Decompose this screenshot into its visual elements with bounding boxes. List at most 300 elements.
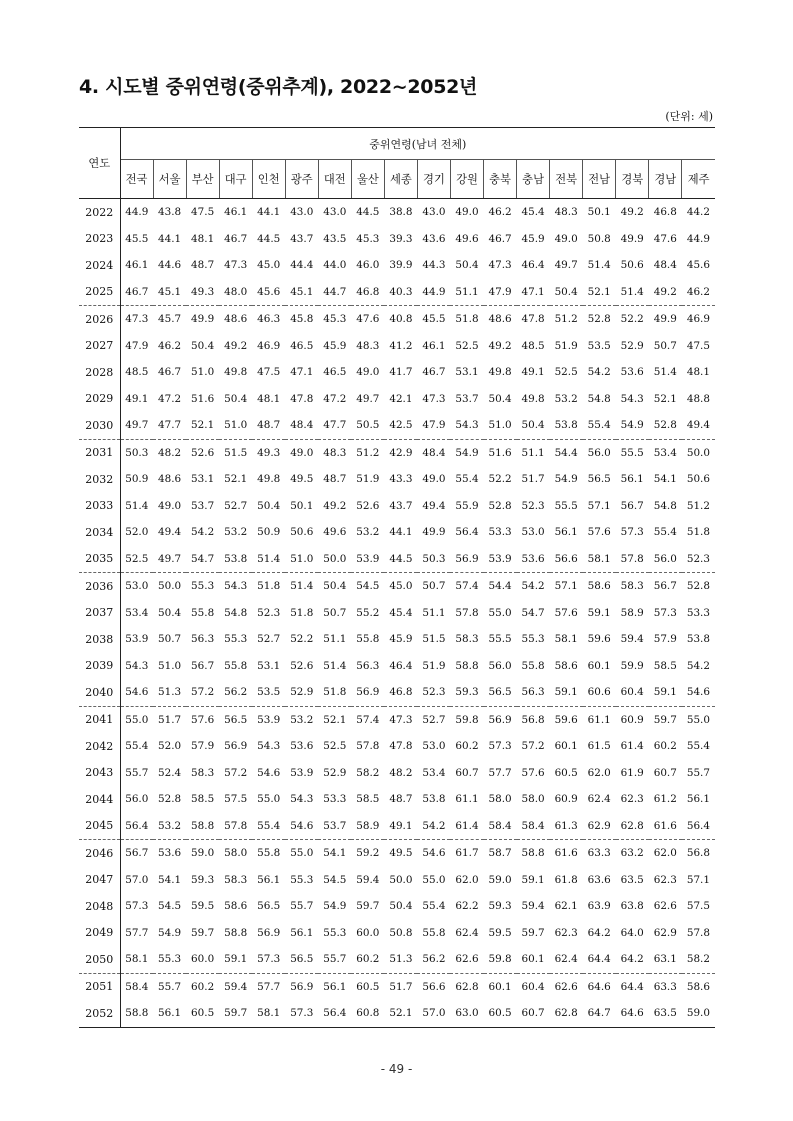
value-cell: 51.7	[158, 713, 182, 726]
value-cell: 53.2	[356, 526, 380, 539]
table-row	[79, 306, 715, 333]
value-cell: 56.7	[125, 847, 149, 860]
value-cell: 53.8	[219, 546, 252, 573]
value-cell: 62.1	[554, 900, 578, 913]
value-cell: 55.4	[252, 813, 285, 840]
value-cell: 60.1	[587, 659, 611, 672]
value-cell: 44.9	[686, 232, 710, 245]
value-cell: 56.6	[550, 546, 583, 573]
value-cell: 49.4	[682, 412, 715, 439]
value-cell: 58.8	[186, 813, 219, 840]
value-cell: 61.3	[550, 813, 583, 840]
value-cell: 52.9	[285, 679, 318, 706]
value-cell: 59.0	[191, 847, 215, 860]
value-cell: 64.0	[620, 926, 644, 939]
value-cell: 56.3	[517, 679, 550, 706]
value-cell: 45.0	[389, 580, 413, 593]
value-cell: 55.4	[653, 526, 677, 539]
value-cell: 53.2	[290, 713, 314, 726]
value-cell: 60.2	[351, 946, 384, 973]
table-row	[79, 920, 715, 947]
value-cell: 57.1	[686, 873, 710, 886]
value-cell: 57.3	[488, 740, 512, 753]
value-cell: 44.2	[686, 206, 710, 219]
value-cell: 44.9	[125, 206, 149, 219]
value-cell: 55.8	[422, 926, 446, 939]
value-cell: 45.5	[422, 313, 446, 326]
value-cell: 45.6	[252, 279, 285, 306]
value-cell: 58.1	[583, 546, 616, 573]
table-row	[79, 333, 715, 360]
value-cell: 48.4	[285, 412, 318, 439]
value-cell: 46.1	[224, 206, 248, 219]
value-cell: 54.2	[191, 526, 215, 539]
value-cell: 47.7	[318, 412, 351, 439]
value-cell: 48.1	[191, 232, 215, 245]
value-cell: 51.7	[521, 473, 545, 486]
value-cell: 54.5	[158, 900, 182, 913]
value-cell: 48.2	[158, 446, 182, 459]
value-cell: 52.3	[682, 546, 715, 573]
value-cell: 43.3	[389, 473, 413, 486]
value-cell: 48.5	[521, 339, 545, 352]
value-cell: 52.7	[257, 633, 281, 646]
value-cell: 55.8	[191, 606, 215, 619]
value-cell: 45.9	[389, 633, 413, 646]
value-cell: 49.0	[356, 366, 380, 379]
year-cell: 2038	[79, 626, 120, 653]
value-cell: 55.4	[455, 473, 479, 486]
value-cell: 47.8	[290, 392, 314, 405]
value-cell: 53.8	[422, 793, 446, 806]
value-cell: 50.4	[257, 499, 281, 512]
value-cell: 60.2	[455, 740, 479, 753]
value-cell: 49.0	[290, 446, 314, 459]
value-cell: 56.9	[290, 980, 314, 993]
value-cell: 51.6	[191, 392, 215, 405]
value-cell: 50.7	[653, 339, 677, 352]
value-cell: 58.8	[120, 1000, 153, 1027]
value-cell: 64.6	[587, 980, 611, 993]
value-cell: 46.7	[224, 232, 248, 245]
value-cell: 40.8	[389, 313, 413, 326]
table-row	[79, 252, 715, 279]
value-cell: 54.3	[125, 659, 149, 672]
value-cell: 54.9	[554, 473, 578, 486]
value-cell: 55.8	[356, 633, 380, 646]
value-cell: 58.7	[488, 847, 512, 860]
value-cell: 59.4	[521, 900, 545, 913]
value-cell: 60.6	[583, 679, 616, 706]
value-cell: 55.8	[257, 847, 281, 860]
value-cell: 56.5	[587, 473, 611, 486]
value-cell: 53.8	[550, 412, 583, 439]
value-cell: 60.7	[455, 766, 479, 779]
value-cell: 46.3	[257, 313, 281, 326]
table-row	[79, 706, 715, 733]
value-cell: 52.6	[290, 659, 314, 672]
page-number: - 49 -	[380, 1062, 413, 1076]
value-cell: 56.0	[587, 446, 611, 459]
value-cell: 63.5	[620, 873, 644, 886]
value-cell: 48.6	[224, 313, 248, 326]
value-cell: 56.9	[257, 926, 281, 939]
value-cell: 58.3	[620, 580, 644, 593]
value-cell: 52.3	[521, 499, 545, 512]
value-cell: 46.4	[389, 659, 413, 672]
value-cell: 57.3	[653, 606, 677, 619]
value-cell: 55.5	[620, 446, 644, 459]
region-header: 충남	[517, 160, 550, 199]
region-header: 충북	[484, 160, 517, 199]
value-cell: 49.9	[191, 313, 215, 326]
value-cell: 48.1	[686, 366, 710, 379]
value-cell: 48.7	[323, 473, 347, 486]
table-row	[79, 973, 715, 1000]
value-cell: 62.3	[554, 926, 578, 939]
value-cell: 52.1	[384, 1000, 417, 1027]
value-cell: 57.5	[224, 793, 248, 806]
value-cell: 60.2	[653, 740, 677, 753]
value-cell: 50.4	[455, 259, 479, 272]
value-cell: 47.9	[125, 339, 149, 352]
value-cell: 48.2	[389, 766, 413, 779]
year-cell: 2034	[79, 519, 120, 546]
value-cell: 59.1	[550, 679, 583, 706]
value-cell: 56.9	[450, 546, 483, 573]
value-cell: 44.1	[257, 206, 281, 219]
value-cell: 50.7	[422, 580, 446, 593]
year-cell: 2043	[79, 760, 120, 787]
year-cell: 2024	[79, 252, 120, 279]
value-cell: 51.5	[422, 633, 446, 646]
value-cell: 59.4	[356, 873, 380, 886]
value-cell: 64.7	[583, 1000, 616, 1027]
value-cell: 56.5	[257, 900, 281, 913]
value-cell: 62.8	[455, 980, 479, 993]
table-row	[79, 573, 715, 600]
value-cell: 48.0	[219, 279, 252, 306]
value-cell: 46.7	[120, 279, 153, 306]
value-cell: 54.7	[521, 606, 545, 619]
value-cell: 52.2	[488, 473, 512, 486]
value-cell: 45.6	[686, 259, 710, 272]
value-cell: 56.0	[649, 546, 682, 573]
value-cell: 58.6	[554, 659, 578, 672]
value-cell: 54.2	[686, 659, 710, 672]
value-cell: 62.9	[653, 926, 677, 939]
value-cell: 45.8	[290, 313, 314, 326]
value-cell: 48.4	[422, 446, 446, 459]
region-header: 제주	[682, 160, 715, 199]
value-cell: 59.7	[653, 713, 677, 726]
value-cell: 51.0	[484, 412, 517, 439]
value-cell: 52.5	[455, 339, 479, 352]
value-cell: 53.7	[455, 392, 479, 405]
value-cell: 60.7	[653, 766, 677, 779]
value-cell: 49.4	[422, 499, 446, 512]
value-cell: 51.2	[554, 313, 578, 326]
value-cell: 52.3	[417, 679, 450, 706]
value-cell: 43.0	[422, 206, 446, 219]
value-cell: 53.6	[290, 740, 314, 753]
value-cell: 51.3	[384, 946, 417, 973]
value-cell: 55.3	[224, 633, 248, 646]
value-cell: 57.0	[417, 1000, 450, 1027]
value-cell: 50.1	[587, 206, 611, 219]
value-cell: 56.5	[224, 713, 248, 726]
value-cell: 48.5	[125, 366, 149, 379]
value-cell: 63.3	[653, 980, 677, 993]
table-row	[79, 199, 715, 226]
value-cell: 53.9	[125, 633, 149, 646]
value-cell: 58.0	[224, 847, 248, 860]
value-cell: 49.9	[422, 526, 446, 539]
value-cell: 59.7	[521, 926, 545, 939]
year-cell: 2052	[79, 1000, 120, 1027]
median-age-group-header: 중위연령(남녀 전체)	[120, 128, 715, 160]
region-header: 전남	[583, 160, 616, 199]
value-cell: 47.3	[125, 313, 149, 326]
value-cell: 59.7	[356, 900, 380, 913]
value-cell: 47.3	[422, 392, 446, 405]
value-cell: 49.2	[488, 339, 512, 352]
value-cell: 52.8	[158, 793, 182, 806]
value-cell: 53.9	[484, 546, 517, 573]
value-cell: 51.1	[521, 446, 545, 459]
value-cell: 49.5	[290, 473, 314, 486]
value-cell: 52.8	[587, 313, 611, 326]
region-header-row	[79, 160, 715, 199]
value-cell: 49.1	[521, 366, 545, 379]
value-cell: 57.3	[125, 900, 149, 913]
year-cell: 2048	[79, 893, 120, 920]
value-cell: 50.1	[290, 499, 314, 512]
value-cell: 55.7	[318, 946, 351, 973]
value-cell: 53.3	[323, 793, 347, 806]
value-cell: 59.4	[620, 633, 644, 646]
value-cell: 54.8	[224, 606, 248, 619]
value-cell: 59.5	[488, 926, 512, 939]
value-cell: 58.1	[554, 633, 578, 646]
table-row	[79, 386, 715, 413]
value-cell: 49.6	[323, 526, 347, 539]
value-cell: 59.5	[191, 900, 215, 913]
value-cell: 52.4	[158, 766, 182, 779]
page-title: 4. 시도별 중위연령(중위추계), 2022~2052년	[79, 76, 478, 98]
value-cell: 52.5	[323, 740, 347, 753]
value-cell: 52.5	[120, 546, 153, 573]
value-cell: 48.1	[257, 392, 281, 405]
value-cell: 61.4	[620, 740, 644, 753]
value-cell: 51.4	[653, 366, 677, 379]
value-cell: 50.7	[323, 606, 347, 619]
table-row	[79, 893, 715, 920]
value-cell: 57.6	[587, 526, 611, 539]
value-cell: 49.7	[554, 259, 578, 272]
value-cell: 62.4	[587, 793, 611, 806]
value-cell: 56.1	[257, 873, 281, 886]
value-cell: 56.3	[191, 633, 215, 646]
value-cell: 50.7	[158, 633, 182, 646]
value-cell: 53.4	[653, 446, 677, 459]
value-cell: 56.1	[554, 526, 578, 539]
value-cell: 46.7	[422, 366, 446, 379]
value-cell: 44.1	[158, 232, 182, 245]
value-cell: 52.1	[323, 713, 347, 726]
value-cell: 46.9	[686, 313, 710, 326]
value-cell: 57.7	[257, 980, 281, 993]
region-header: 전북	[550, 160, 583, 199]
value-cell: 49.7	[120, 412, 153, 439]
value-cell: 53.9	[351, 546, 384, 573]
table-row	[79, 1000, 715, 1027]
value-cell: 48.3	[554, 206, 578, 219]
value-cell: 51.3	[153, 679, 186, 706]
value-cell: 45.0	[257, 259, 281, 272]
value-cell: 63.6	[587, 873, 611, 886]
value-cell: 49.0	[455, 206, 479, 219]
value-cell: 63.3	[587, 847, 611, 860]
value-cell: 58.6	[224, 900, 248, 913]
value-cell: 56.9	[224, 740, 248, 753]
value-cell: 59.3	[191, 873, 215, 886]
value-cell: 62.0	[653, 847, 677, 860]
value-cell: 59.1	[649, 679, 682, 706]
value-cell: 54.6	[682, 679, 715, 706]
value-cell: 45.1	[285, 279, 318, 306]
value-cell: 58.2	[356, 766, 380, 779]
value-cell: 52.0	[125, 526, 149, 539]
value-cell: 49.8	[488, 366, 512, 379]
value-cell: 56.9	[488, 713, 512, 726]
value-cell: 58.5	[191, 793, 215, 806]
table-row	[79, 786, 715, 813]
value-cell: 64.6	[616, 1000, 649, 1027]
value-cell: 61.7	[455, 847, 479, 860]
value-cell: 56.1	[153, 1000, 186, 1027]
value-cell: 59.0	[682, 1000, 715, 1027]
value-cell: 57.6	[554, 606, 578, 619]
value-cell: 57.8	[616, 546, 649, 573]
value-cell: 63.2	[620, 847, 644, 860]
value-cell: 63.9	[587, 900, 611, 913]
value-cell: 53.1	[191, 473, 215, 486]
value-cell: 44.1	[389, 526, 413, 539]
value-cell: 58.5	[356, 793, 380, 806]
value-cell: 49.1	[384, 813, 417, 840]
value-cell: 61.2	[653, 793, 677, 806]
value-cell: 53.7	[191, 499, 215, 512]
value-cell: 57.3	[252, 946, 285, 973]
value-cell: 50.0	[158, 580, 182, 593]
value-cell: 54.9	[616, 412, 649, 439]
value-cell: 47.3	[224, 259, 248, 272]
value-cell: 51.2	[356, 446, 380, 459]
value-cell: 57.2	[521, 740, 545, 753]
year-cell: 2028	[79, 359, 120, 386]
value-cell: 46.1	[422, 339, 446, 352]
value-cell: 49.0	[158, 499, 182, 512]
value-cell: 50.0	[318, 546, 351, 573]
value-cell: 59.9	[620, 659, 644, 672]
value-cell: 56.0	[125, 793, 149, 806]
value-cell: 62.8	[550, 1000, 583, 1027]
value-cell: 57.8	[455, 606, 479, 619]
value-cell: 47.2	[323, 392, 347, 405]
region-header: 전국	[120, 160, 153, 199]
value-cell: 43.8	[158, 206, 182, 219]
value-cell: 53.6	[620, 366, 644, 379]
value-cell: 55.8	[521, 659, 545, 672]
value-cell: 60.5	[484, 1000, 517, 1027]
region-header: 경기	[417, 160, 450, 199]
value-cell: 56.1	[290, 926, 314, 939]
value-cell: 54.4	[488, 580, 512, 593]
value-cell: 45.4	[521, 206, 545, 219]
value-cell: 55.3	[521, 633, 545, 646]
value-cell: 55.4	[583, 412, 616, 439]
value-cell: 54.3	[257, 740, 281, 753]
table-row	[79, 519, 715, 546]
value-cell: 45.3	[356, 232, 380, 245]
region-header: 강원	[450, 160, 483, 199]
value-cell: 53.7	[318, 813, 351, 840]
value-cell: 44.6	[158, 259, 182, 272]
table-row	[79, 439, 715, 466]
value-cell: 51.4	[616, 279, 649, 306]
value-cell: 59.8	[484, 946, 517, 973]
value-cell: 51.9	[356, 473, 380, 486]
value-cell: 47.3	[389, 713, 413, 726]
value-cell: 63.8	[620, 900, 644, 913]
year-cell: 2041	[79, 706, 120, 733]
value-cell: 55.3	[323, 926, 347, 939]
year-cell: 2030	[79, 412, 120, 439]
value-cell: 60.7	[517, 1000, 550, 1027]
value-cell: 60.9	[620, 713, 644, 726]
value-cell: 53.0	[521, 526, 545, 539]
value-cell: 45.9	[323, 339, 347, 352]
value-cell: 59.2	[356, 847, 380, 860]
value-cell: 51.4	[323, 659, 347, 672]
value-cell: 44.9	[417, 279, 450, 306]
value-cell: 47.5	[257, 366, 281, 379]
value-cell: 50.6	[620, 259, 644, 272]
value-cell: 49.1	[125, 392, 149, 405]
value-cell: 64.4	[583, 946, 616, 973]
value-cell: 61.6	[649, 813, 682, 840]
value-cell: 48.7	[389, 793, 413, 806]
value-cell: 59.0	[488, 873, 512, 886]
value-cell: 46.8	[384, 679, 417, 706]
year-cell: 2046	[79, 840, 120, 867]
value-cell: 56.7	[620, 499, 644, 512]
value-cell: 56.2	[417, 946, 450, 973]
value-cell: 55.4	[125, 740, 149, 753]
value-cell: 55.4	[686, 740, 710, 753]
value-cell: 47.2	[158, 392, 182, 405]
table-row	[79, 653, 715, 680]
value-cell: 45.4	[389, 606, 413, 619]
value-cell: 62.4	[455, 926, 479, 939]
region-header: 부산	[186, 160, 219, 199]
value-cell: 53.1	[455, 366, 479, 379]
value-cell: 58.1	[252, 1000, 285, 1027]
value-cell: 42.1	[389, 392, 413, 405]
value-cell: 47.5	[686, 339, 710, 352]
value-cell: 52.9	[620, 339, 644, 352]
